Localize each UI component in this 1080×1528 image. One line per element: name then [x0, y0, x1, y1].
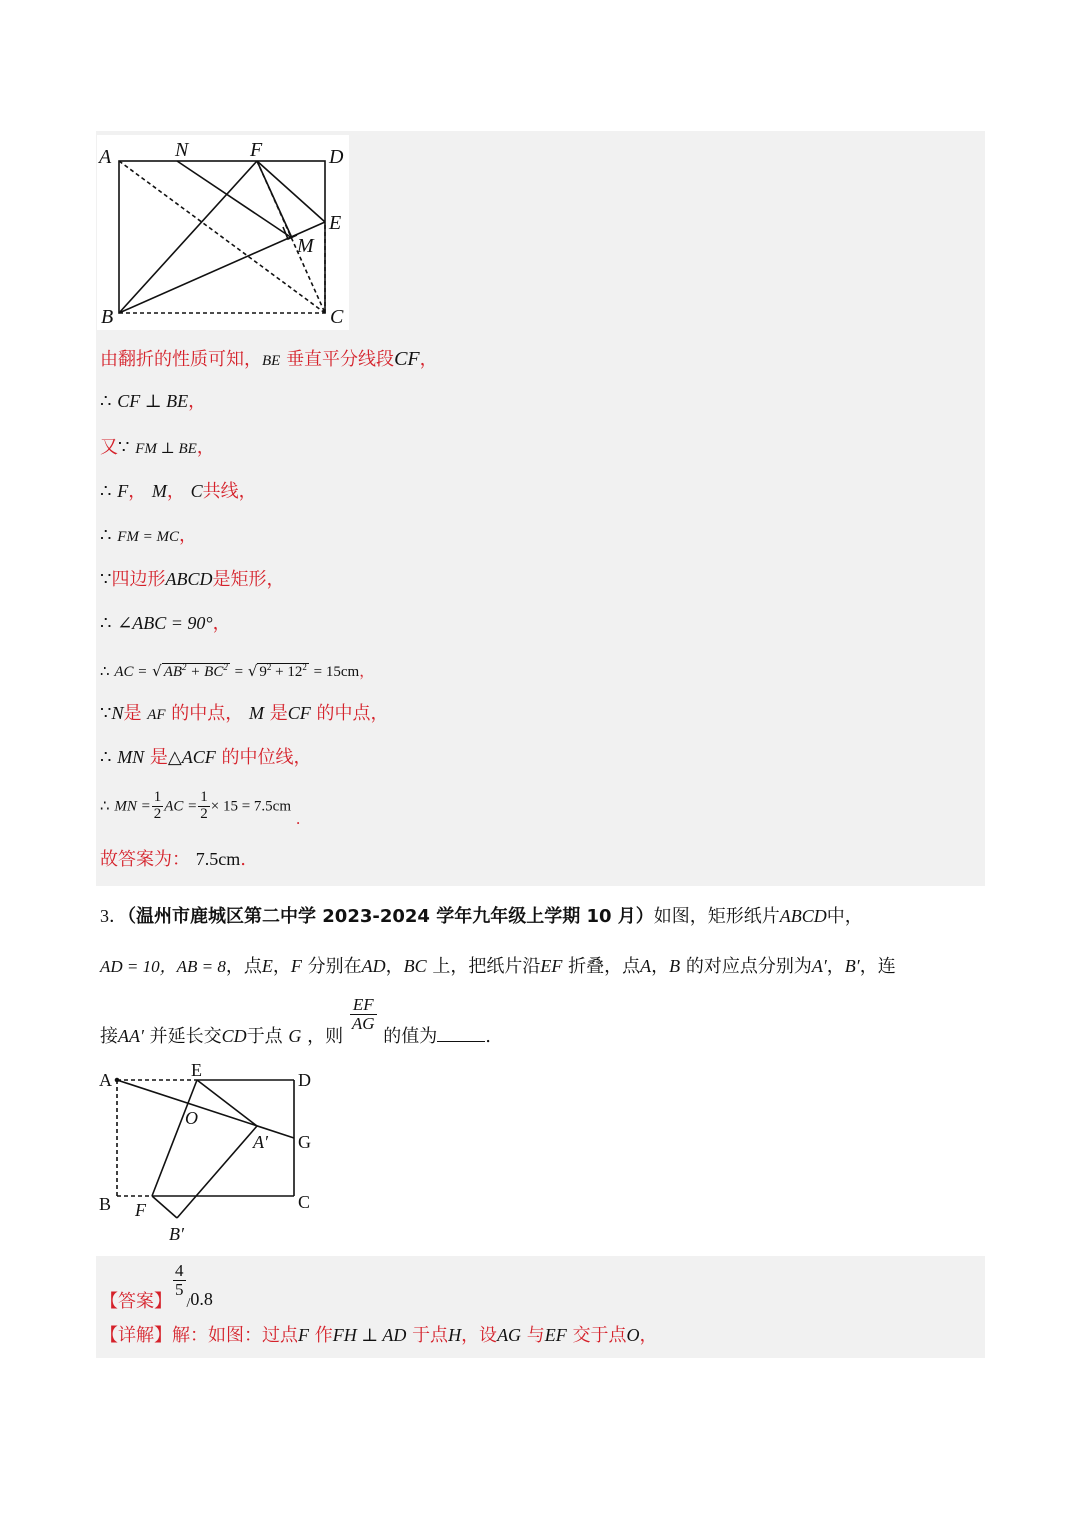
text-fragment: ，: [826, 956, 845, 977]
text-fragment: O: [626, 1325, 640, 1345]
text-fragment: AF: [147, 707, 166, 723]
sol-line-7: [100, 612, 231, 635]
text-fragment: ∴: [100, 747, 112, 768]
text-fragment: 接: [100, 1026, 118, 1047]
text-fragment: 2: [223, 662, 228, 672]
text-fragment: H: [448, 1325, 462, 1345]
text-fragment: ，: [196, 437, 215, 458]
question-3-line-3: [100, 995, 492, 1047]
text-fragment: 1: [153, 789, 162, 805]
text-fragment: FH ⊥ AD: [332, 1325, 407, 1345]
label-a: A: [99, 146, 112, 168]
text-fragment: ∵: [100, 703, 112, 724]
text-fragment: BC: [403, 956, 427, 976]
text-fragment: 是: [123, 703, 142, 724]
text-fragment: ABCD: [165, 569, 213, 589]
text-fragment: 于点: [246, 1026, 283, 1047]
sol-line-9: [100, 702, 388, 726]
text-fragment: 2: [302, 662, 307, 672]
text-fragment: CF: [394, 348, 420, 370]
seg-ag: [117, 1080, 294, 1138]
label-f: F: [250, 139, 263, 161]
text-fragment: ∴: [100, 796, 110, 815]
sol-line-8: ∴ AC = √ $AB^2 + BC^2$ = √ $9^2 + 12^2 = 15cm$，: [100, 662, 375, 680]
text-fragment: 7.5cm: [195, 849, 241, 869]
text-fragment: 解：如图：过点: [172, 1325, 298, 1346]
text-fragment: 折叠，点: [568, 956, 641, 977]
label-b: B: [99, 1194, 112, 1214]
text-fragment: 上，把纸片沿: [432, 956, 541, 977]
text-fragment: 交于点: [572, 1325, 627, 1346]
answer-line: [100, 1261, 213, 1313]
label-c: C: [298, 1192, 311, 1212]
text-fragment: 12: [287, 664, 303, 680]
text-fragment: 0.8: [190, 1289, 213, 1310]
text-fragment: AD = 10，AB = 8: [100, 957, 226, 976]
sol-line-3: [100, 436, 215, 460]
text-fragment: F: [117, 481, 129, 501]
label-g: G: [298, 1132, 311, 1152]
text-fragment: 共线，: [202, 481, 257, 502]
text-fragment: 2: [153, 805, 162, 822]
text-fragment: ∴: [100, 525, 112, 546]
point-a: [116, 1079, 119, 1082]
text-fragment: 1: [200, 789, 208, 805]
label-d: D: [298, 1070, 311, 1090]
sol-line-11: [100, 789, 301, 829]
text-fragment: 于点: [412, 1325, 449, 1346]
text-fragment: 的对应点分别为: [685, 956, 812, 977]
label-d: D: [329, 146, 344, 168]
seg-a-prime-b-prime: [177, 1126, 257, 1218]
text-fragment: ∴: [100, 391, 112, 412]
label-m: M: [297, 235, 314, 257]
text-fragment: ，: [272, 956, 291, 977]
text-fragment: G: [288, 1026, 302, 1046]
text-fragment: +: [275, 664, 284, 680]
text-fragment: （温州市鹿城区第二中学 2023-2024 学年九年级上学期 10 月）: [127, 906, 654, 927]
text-fragment: 的中点，: [316, 703, 389, 724]
text-fragment: CF ⊥ BE: [117, 391, 189, 411]
label-n: N: [175, 139, 189, 161]
text-fragment: ，连: [859, 956, 896, 977]
text-fragment: BC: [204, 664, 224, 680]
text-fragment: ∠ABC = 90°: [117, 613, 213, 633]
sol-line-5: [100, 524, 197, 548]
text-fragment: 故答案为：: [100, 849, 190, 870]
text-fragment: C: [190, 481, 203, 501]
text-fragment: AC =: [164, 798, 198, 815]
seg-bf: [119, 161, 257, 313]
text-fragment: F: [290, 956, 302, 976]
text-fragment: = 15cm: [313, 664, 360, 680]
text-fragment: AG: [497, 1325, 522, 1345]
text-fragment: 如图，矩形纸片: [653, 906, 780, 927]
text-fragment: F: [298, 1325, 309, 1345]
text-fragment: ，: [419, 349, 438, 370]
text-fragment: ，: [385, 956, 404, 977]
text-fragment: 是: [269, 703, 288, 724]
text-fragment: 【答案】: [100, 1291, 172, 1313]
label-a: A: [99, 1070, 112, 1090]
text-fragment: 4: [175, 1261, 184, 1280]
text-fragment: CF: [287, 703, 311, 723]
text-fragment: △ACF: [167, 747, 216, 767]
text-fragment: ，: [359, 662, 375, 680]
text-fragment: 四边形: [111, 569, 166, 590]
text-fragment: .: [485, 1026, 492, 1047]
question-3-line-1: [100, 902, 863, 928]
text-fragment: ，: [166, 481, 185, 502]
text-fragment: ，则: [307, 1026, 344, 1047]
text-fragment: BE: [262, 353, 281, 369]
text-fragment: FM ⊥ BE: [135, 441, 197, 457]
text-fragment: A′: [811, 956, 827, 976]
text-fragment: 的中点，: [171, 703, 244, 724]
label-e: E: [329, 212, 342, 234]
text-fragment: M: [151, 481, 167, 501]
label-c: C: [330, 306, 344, 328]
text-fragment: 【详解】: [100, 1325, 172, 1346]
text-fragment: ，: [178, 525, 197, 546]
text-fragment: B′: [844, 956, 860, 976]
text-fragment: +: [190, 664, 201, 680]
seg-fe: [257, 161, 325, 222]
text-fragment: 与: [526, 1325, 545, 1346]
seg-ef: [152, 1080, 197, 1196]
text-fragment: ∵: [100, 569, 112, 590]
text-fragment: =: [234, 664, 244, 680]
text-fragment: ，: [212, 613, 231, 634]
sol-line-4: [100, 480, 257, 503]
sol-line-1: [100, 346, 438, 372]
text-fragment: 的值为: [383, 1026, 438, 1047]
text-fragment: ∴: [100, 613, 112, 634]
label-o: O: [185, 1108, 198, 1128]
text-fragment: AB: [163, 664, 183, 680]
text-fragment: 的中位线，: [221, 747, 312, 768]
text-fragment: B: [669, 956, 681, 976]
text-fragment: AC =: [114, 664, 148, 680]
text-fragment: /: [186, 1296, 191, 1312]
text-fragment: 作: [314, 1325, 333, 1346]
seg-ea-prime: [197, 1080, 257, 1126]
text-fragment: 垂直平分线段: [286, 349, 395, 370]
text-fragment: E: [261, 956, 273, 976]
text-fragment: ∴: [100, 662, 110, 680]
text-fragment: A: [640, 956, 652, 976]
text-fragment: EF: [350, 996, 377, 1015]
text-fragment: 又: [100, 437, 118, 458]
text-fragment: .: [295, 810, 301, 829]
label-b-prime: B′: [169, 1224, 184, 1244]
text-fragment: 中，: [826, 906, 863, 927]
answer-blank: [437, 1025, 485, 1042]
text-fragment: EF: [540, 956, 563, 976]
figure-rectangle-fold: [97, 135, 349, 330]
text-fragment: 2: [266, 662, 272, 672]
text-fragment: .: [240, 849, 246, 870]
text-fragment: 3．: [100, 906, 127, 926]
sol-line-10: [100, 746, 312, 769]
text-fragment: 是矩形，: [212, 569, 285, 590]
figure-rectangle-paper-fold: [97, 1062, 319, 1246]
text-fragment: MN: [117, 747, 145, 767]
text-fragment: 5: [175, 1279, 184, 1299]
sol-line-2: [100, 390, 206, 413]
text-fragment: 2: [200, 805, 208, 822]
text-fragment: 分别在: [307, 956, 362, 977]
text-fragment: ，: [639, 1325, 658, 1346]
question-3-line-2: [100, 952, 896, 978]
text-fragment: AA′: [118, 1026, 144, 1046]
text-fragment: AG: [351, 1013, 375, 1033]
text-fragment: CD: [221, 1026, 247, 1046]
sol-line-6: [100, 568, 284, 591]
text-fragment: 2: [182, 662, 187, 672]
text-fragment: ∵: [118, 437, 130, 458]
label-e: E: [191, 1062, 202, 1080]
label-f: F: [135, 1200, 146, 1220]
text-fragment: ，: [188, 391, 207, 412]
text-fragment: ABCD: [779, 906, 827, 926]
text-fragment: FM = MC: [117, 529, 179, 545]
text-fragment: 由翻折的性质可知，: [100, 349, 262, 370]
text-fragment: AD: [361, 956, 386, 976]
sol-line-12: [100, 848, 246, 871]
text-fragment: 并延长交: [149, 1026, 222, 1047]
text-fragment: × 15 = 7.5cm: [210, 798, 291, 815]
text-fragment: ，: [651, 956, 670, 977]
detail-line: [100, 1324, 658, 1347]
seg-f-b-prime: [152, 1196, 177, 1218]
label-b: B: [101, 306, 114, 328]
label-a-prime: A′: [253, 1132, 268, 1152]
text-fragment: M: [249, 703, 264, 723]
text-fragment: N: [111, 703, 124, 723]
text-fragment: EF: [544, 1325, 567, 1345]
text-fragment: ，设: [461, 1325, 498, 1346]
text-fragment: 9: [259, 664, 267, 680]
text-fragment: 是: [149, 747, 168, 768]
text-fragment: ，点: [225, 956, 262, 977]
text-fragment: ，: [128, 481, 147, 502]
text-fragment: MN =: [114, 798, 151, 815]
text-fragment: ∴: [100, 481, 112, 502]
